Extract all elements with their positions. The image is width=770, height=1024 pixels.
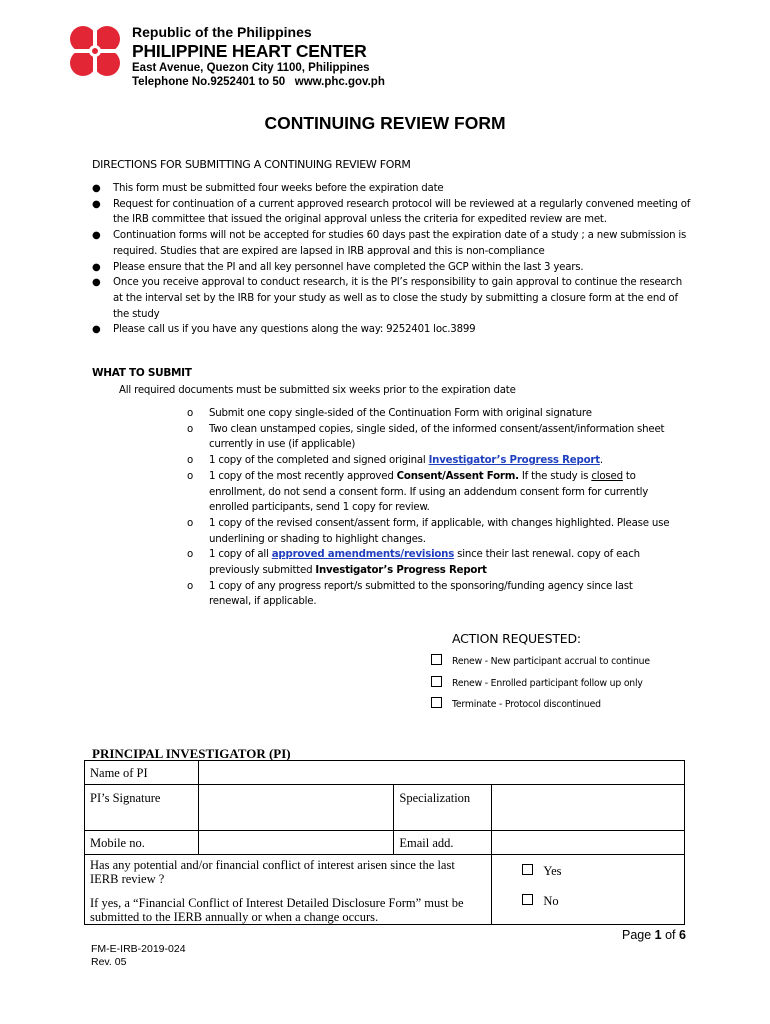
investigators-progress-report-link[interactable]: Investigator’s Progress Report: [428, 455, 600, 467]
list-item: o Submit one copy single-sided of the Continuation Form with original signature: [187, 406, 677, 422]
bullet-icon: ●: [92, 183, 101, 194]
header-address-block: [132, 61, 385, 89]
email-label: Email add.: [394, 831, 492, 855]
specialization-field[interactable]: [492, 785, 685, 831]
action-option-renew-new[interactable]: Renew - New participant accrual to continue: [431, 654, 650, 667]
action-option-terminate[interactable]: Terminate - Protocol discontinued: [431, 697, 601, 710]
bullet-icon: ●: [92, 261, 101, 273]
checkbox[interactable]: [431, 697, 442, 708]
list-item: ● Please ensure that the PI and all key personnel have completed the GCP within the last 3 years.: [92, 260, 692, 276]
mobile-label: Mobile no.: [85, 831, 199, 855]
list-item: o 1 copy of the most recently approved Consent/Assent Form. If the study is closed to enrollment, do not send a consent form. If using an addendum consent form for currently enrolled participants, send 1 copy for review.: [187, 470, 649, 514]
header-institution: PHILIPPINE HEART CENTER: [132, 41, 367, 61]
circle-bullet-icon: o: [187, 517, 194, 529]
name-of-pi-field[interactable]: [198, 761, 684, 785]
name-of-pi-label: Name of PI: [85, 761, 199, 785]
form-title: CONTINUING REVIEW FORM: [264, 113, 506, 133]
conflict-note: If yes, a “Financial Conflict of Interest Detailed Disclosure Form” must be submitted to the IERB annually or when a change occurs.: [90, 896, 464, 924]
pi-signature-field[interactable]: [198, 785, 394, 831]
header-country: Republic of the Philippines: [132, 24, 312, 40]
philippine-heart-center-logo: [62, 18, 128, 84]
list-item: ● Please call us if you have any questions along the way: 9252401 loc.3899: [92, 322, 692, 338]
what-to-submit-intro: All required documents must be submitted six weeks prior to the expiration date: [119, 385, 516, 396]
checkbox[interactable]: [431, 676, 442, 687]
pi-signature-label: PI’s Signature: [85, 785, 199, 831]
list-item: o Two clean unstamped copies, single sided, of the informed consent/assent/information sheet currently in use (if applicable): [187, 423, 665, 451]
bullet-icon: ●: [92, 324, 101, 336]
form-code: FM-E-IRB-2019-024: [91, 943, 186, 955]
conflict-question: Has any potential and/or financial conflict of interest arisen since the last IERB review ?: [90, 858, 455, 886]
specialization-label: Specialization: [394, 785, 492, 831]
list-item: o 1 copy of the revised consent/assent form, if applicable, with changes highlighted. Please use underlining or shading to highlight changes.: [187, 517, 670, 545]
submission-list: [187, 406, 677, 610]
list-item: ● Once you receive approval to conduct research, it is the PI’s responsibility to gain approval to continue the research at the interval set by the IRB for your study as well as to close the study by submitting a closure form at the end of the study: [92, 277, 683, 320]
circle-bullet-icon: o: [187, 423, 194, 435]
bullet-icon: ●: [92, 198, 101, 210]
conflict-answer-cell: [492, 855, 685, 925]
list-item: ● This form must be submitted four weeks before the expiration date: [92, 181, 692, 197]
action-option-renew-followup[interactable]: Renew - Enrolled participant follow up only: [431, 676, 643, 689]
checkbox[interactable]: [522, 894, 533, 905]
bullet-icon: ●: [92, 277, 101, 289]
checkbox[interactable]: [431, 654, 442, 665]
mobile-field[interactable]: [198, 831, 394, 855]
circle-bullet-icon: o: [187, 580, 194, 592]
yes-option[interactable]: Yes: [522, 864, 679, 878]
no-option[interactable]: No: [522, 894, 679, 908]
header-address: East Avenue, Quezon City 1100, Philippines: [132, 62, 370, 74]
email-field[interactable]: [492, 831, 685, 855]
checkbox[interactable]: [522, 864, 533, 875]
list-item: ● Request for continuation of a current approved research protocol will be reviewed at a regularly convened meeting of the IRB committee that issued the original approval unless the criteria for expedited review are met.: [92, 198, 691, 226]
bullet-icon: ●: [92, 230, 101, 242]
form-revision: Rev. 05: [91, 956, 127, 968]
pi-section-heading: PRINCIPAL INVESTIGATOR (PI): [92, 746, 291, 761]
directions-list: [92, 181, 692, 338]
header-contact: Telephone No.9252401 to 50 www.phc.gov.ph: [132, 76, 385, 88]
circle-bullet-icon: o: [187, 408, 194, 419]
approved-amendments-link[interactable]: approved amendments/revisions: [271, 549, 455, 561]
circle-bullet-icon: o: [187, 470, 194, 482]
list-item: o 1 copy of the completed and signed original Investigator’s Progress Report.: [187, 453, 677, 469]
conflict-question-cell: [85, 855, 492, 925]
pi-table: [84, 760, 685, 925]
list-item: ● Continuation forms will not be accepted for studies 60 days past the expiration date of a study ; a new submission is required. Studies that are expired are lapsed in IRB approval and this is non-compliance: [92, 230, 687, 257]
list-item: o 1 copy of all approved amendments/revisions since their last renewal. copy of each previously submitted Investigator’s Progress Report: [187, 549, 640, 577]
circle-bullet-icon: o: [187, 549, 194, 561]
circle-bullet-icon: o: [187, 455, 194, 467]
action-requested-heading: ACTION REQUESTED:: [452, 631, 581, 646]
directions-heading: DIRECTIONS FOR SUBMITTING A CONTINUING REVIEW FORM: [92, 158, 411, 171]
page-number: Page 1 of 6: [622, 928, 686, 942]
form-code-block: [91, 943, 186, 969]
what-to-submit-heading: WHAT TO SUBMIT: [92, 367, 192, 379]
list-item: o 1 copy of any progress report/s submitted to the sponsoring/funding agency since last renewal, if applicable.: [187, 580, 633, 608]
